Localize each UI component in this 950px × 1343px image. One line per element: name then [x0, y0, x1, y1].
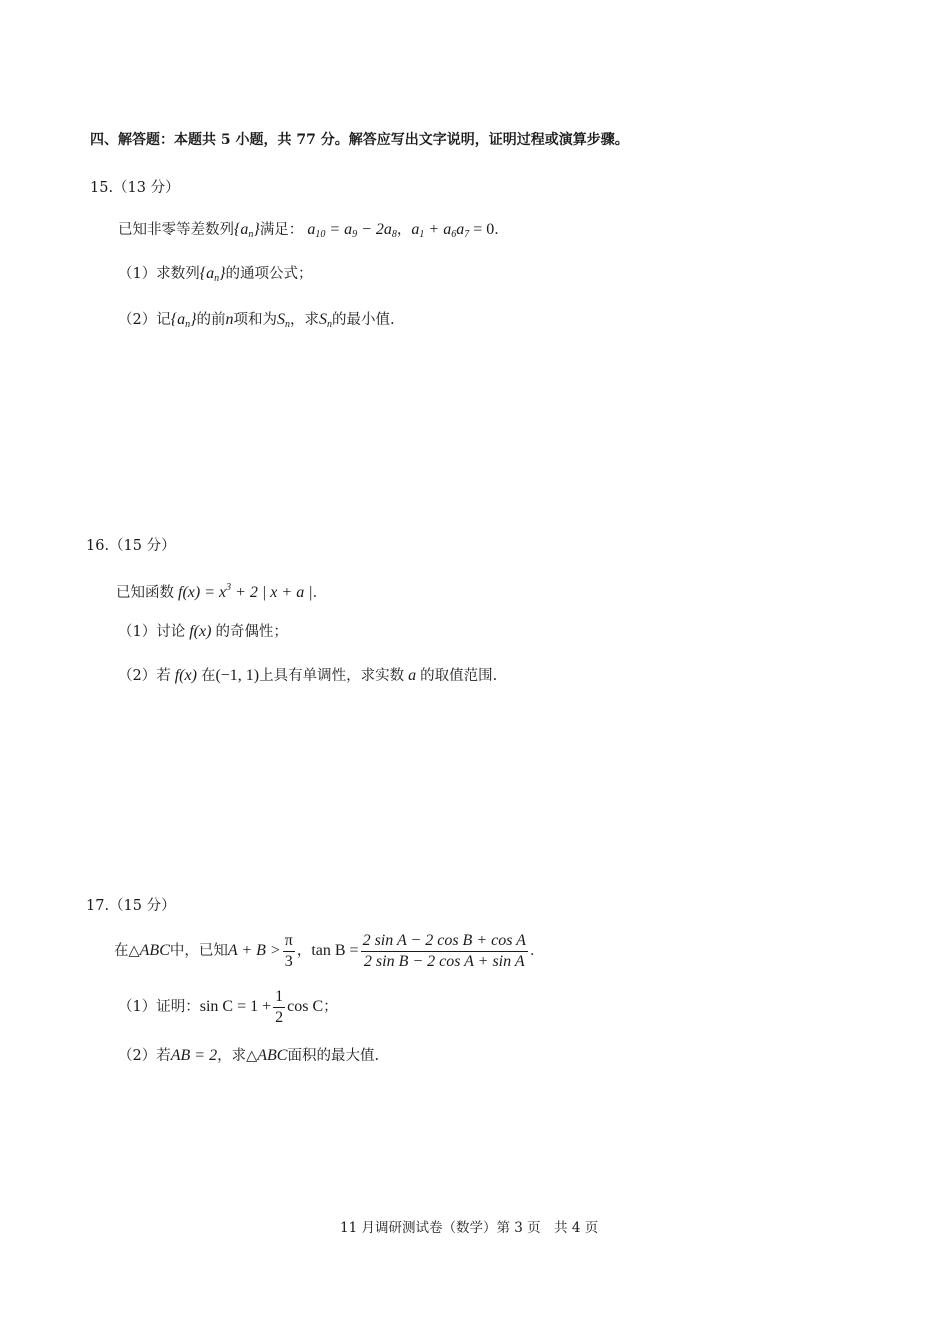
q17-number: 17.（15 分） — [86, 898, 176, 914]
section-heading: 四、解答题：本题共 5 小题，共 77 分。解答应写出文字说明，证明过程或演算步骤。 — [90, 132, 629, 148]
q15-part1: （1）求数列$\{a_n\}$的通项公式； — [118, 265, 313, 284]
q17-part1: （1）证明：sin C = 1 + $\frac{1}{2}$ cos C； — [118, 987, 338, 1026]
q15-eq2: $a_1 + a_6a_7 = 0$ — [411, 221, 495, 240]
q17-stem: 在△ABC中，已知A + B > $\frac{\pi}{3}$ ，tan B = $\frac{\text{2 sin A − 2 cos B + cos A}}{\text{2 sin B − 2 cos A + sin A}}$ ． — [114, 931, 545, 970]
q17-part2: （2）若AB = 2，求△ABC面积的最大值. — [118, 1047, 380, 1064]
q15-stem-cond: 满足： — [259, 222, 304, 238]
q16-stem: 已知函数 $f(x) = x^3 + 2$ | x + a |． — [116, 582, 328, 601]
q15-number: 15.（13 分） — [90, 180, 180, 196]
q16-part2: （2）若 f(x) 在(−1, 1)上具有单调性，求实数 a 的取值范围. — [118, 667, 498, 684]
q15-eq1: $a_{10} = a_9 - 2a_8$ — [307, 221, 397, 240]
page-footer: 11 月调研测试卷（数学）第 3 页 共 4 页 — [340, 1220, 599, 1236]
q15-stem-seq: $\{a_n\}$ — [234, 221, 260, 240]
q15-stem: 已知非零等差数列$\{a_n\}$满足： $a_{10} = a_9 - 2a_8$，$a_1 + a_6a_7 = 0$． — [118, 221, 509, 240]
q16-part1: （1）讨论 f(x) 的奇偶性； — [118, 623, 288, 640]
pi-over-3-fraction: $\frac{\pi}{3}$ — [284, 931, 293, 970]
tan-fraction: $\frac{\text{2 sin A − 2 cos B + cos A}}{\text{2 sin B − 2 cos A + sin A}}$ — [362, 931, 526, 970]
half-fraction: $\frac{1}{2}$ — [275, 987, 284, 1026]
q15-part2: （2）记$\{a_n\}$的前n项和为$S_n$，求$S_n$的最小值. — [118, 311, 395, 330]
q16-number: 16.（15 分） — [86, 538, 176, 554]
q15-stem-text: 已知非零等差数列 — [118, 222, 234, 238]
